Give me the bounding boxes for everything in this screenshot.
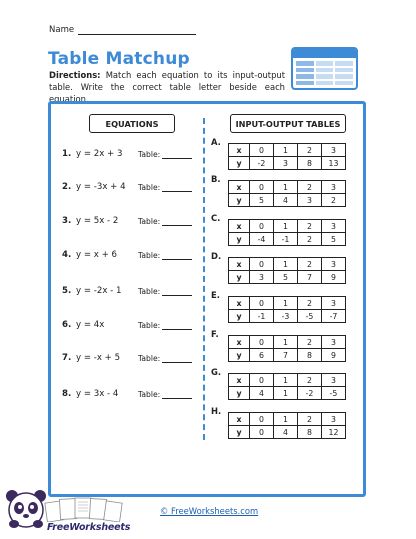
x-cell: 2 <box>298 374 322 387</box>
equation-row <box>62 181 192 193</box>
x-cell: 1 <box>274 258 298 271</box>
table-letter: A. <box>211 137 221 147</box>
x-cell: 2 <box>298 220 322 233</box>
io-table <box>228 219 346 246</box>
x-cell: 0 <box>250 220 274 233</box>
equation-number: 6. <box>62 320 72 330</box>
y-cell: 5 <box>322 233 346 246</box>
io-table <box>228 335 346 362</box>
name-label: Name <box>49 25 75 35</box>
equation-number: 1. <box>62 149 72 159</box>
equation-expression: y = 5x - 2 <box>76 216 119 226</box>
page-title: Table Matchup <box>48 49 190 69</box>
y-cell: 4 <box>274 426 298 439</box>
y-header: y <box>229 349 250 362</box>
y-cell: 3 <box>298 194 322 207</box>
copyright-link[interactable]: © FreeWorksheets.com <box>160 506 259 516</box>
table-answer-blank[interactable] <box>162 150 192 159</box>
x-header: x <box>229 144 250 157</box>
y-cell: 5 <box>250 194 274 207</box>
y-cell: 8 <box>298 349 322 362</box>
x-cell: 3 <box>322 258 346 271</box>
table-letter: D. <box>211 251 222 261</box>
y-header: y <box>229 157 250 170</box>
x-cell: 3 <box>322 413 346 426</box>
table-answer-label: Table: <box>138 286 161 296</box>
io-table <box>228 180 346 207</box>
x-cell: 1 <box>274 336 298 349</box>
y-cell: 7 <box>274 349 298 362</box>
equation-row <box>62 319 192 331</box>
table-letter: C. <box>211 213 221 223</box>
panda-logo-icon <box>3 486 49 532</box>
table-answer-blank[interactable] <box>162 287 192 296</box>
table-answer-label: Table: <box>138 216 161 226</box>
name-field <box>49 25 196 35</box>
x-cell: 3 <box>322 220 346 233</box>
x-cell: 1 <box>274 413 298 426</box>
y-cell: 6 <box>250 349 274 362</box>
y-header: y <box>229 233 250 246</box>
directions-label: Directions: <box>49 70 101 80</box>
y-cell: 2 <box>322 194 346 207</box>
table-answer-blank[interactable] <box>162 354 192 363</box>
table-answer-blank[interactable] <box>162 390 192 399</box>
table-answer-blank[interactable] <box>162 183 192 192</box>
equation-expression: y = -x + 5 <box>76 353 121 363</box>
equation-number: 5. <box>62 286 72 296</box>
equation-expression: y = 3x - 4 <box>76 389 119 399</box>
x-header: x <box>229 181 250 194</box>
y-row <box>229 387 346 400</box>
x-cell: 1 <box>274 220 298 233</box>
y-header: y <box>229 387 250 400</box>
y-cell: 5 <box>274 271 298 284</box>
equation-number: 7. <box>62 353 72 363</box>
y-cell: -1 <box>250 310 274 323</box>
y-cell: -1 <box>274 233 298 246</box>
x-row <box>229 144 346 157</box>
equation-row <box>62 215 192 227</box>
x-cell: 2 <box>298 258 322 271</box>
y-cell: -3 <box>274 310 298 323</box>
io-table <box>228 296 346 323</box>
table-letter: F. <box>211 329 219 339</box>
x-header: x <box>229 374 250 387</box>
table-answer-label: Table: <box>138 250 161 260</box>
x-header: x <box>229 258 250 271</box>
x-cell: 0 <box>250 297 274 310</box>
y-cell: -2 <box>298 387 322 400</box>
x-cell: 2 <box>298 413 322 426</box>
x-cell: 2 <box>298 336 322 349</box>
y-row <box>229 349 346 362</box>
table-letter: B. <box>211 174 221 184</box>
table-answer-blank[interactable] <box>162 321 192 330</box>
x-header: x <box>229 413 250 426</box>
x-cell: 0 <box>250 144 274 157</box>
x-cell: 0 <box>250 181 274 194</box>
table-answer-blank[interactable] <box>162 251 192 260</box>
equation-row <box>62 388 192 400</box>
y-cell: 8 <box>298 157 322 170</box>
y-header: y <box>229 271 250 284</box>
x-cell: 3 <box>322 374 346 387</box>
worksheets-logo-icon <box>44 496 126 522</box>
equation-row <box>62 352 192 364</box>
y-header: y <box>229 310 250 323</box>
y-row <box>229 157 346 170</box>
y-cell: -2 <box>250 157 274 170</box>
table-answer-label: Table: <box>138 389 161 399</box>
x-cell: 0 <box>250 258 274 271</box>
x-row <box>229 413 346 426</box>
y-row <box>229 426 346 439</box>
x-header: x <box>229 297 250 310</box>
x-cell: 2 <box>298 181 322 194</box>
y-row <box>229 271 346 284</box>
name-line[interactable] <box>78 26 196 35</box>
y-row <box>229 310 346 323</box>
tables-header: INPUT-OUTPUT TABLES <box>230 114 346 133</box>
equation-expression: y = -2x - 1 <box>76 286 122 296</box>
table-answer-label: Table: <box>138 320 161 330</box>
equation-expression: y = -3x + 4 <box>76 182 126 192</box>
x-cell: 1 <box>274 374 298 387</box>
directions <box>49 69 285 105</box>
x-row <box>229 336 346 349</box>
x-cell: 3 <box>322 144 346 157</box>
y-cell: -5 <box>322 387 346 400</box>
table-answer-label: Table: <box>138 353 161 363</box>
equation-number: 3. <box>62 216 72 226</box>
y-cell: 13 <box>322 157 346 170</box>
x-cell: 0 <box>250 374 274 387</box>
y-cell: 9 <box>322 271 346 284</box>
y-cell: -4 <box>250 233 274 246</box>
x-cell: 2 <box>298 297 322 310</box>
equation-expression: y = 2x + 3 <box>76 149 123 159</box>
x-cell: 0 <box>250 413 274 426</box>
x-cell: 2 <box>298 144 322 157</box>
equation-expression: y = 4x <box>76 320 105 330</box>
column-divider <box>203 118 205 440</box>
table-letter: E. <box>211 290 220 300</box>
table-answer-label: Table: <box>138 149 161 159</box>
x-cell: 3 <box>322 336 346 349</box>
y-row <box>229 194 346 207</box>
y-cell: 7 <box>298 271 322 284</box>
x-cell: 3 <box>322 297 346 310</box>
table-letter: G. <box>211 367 222 377</box>
y-header: y <box>229 194 250 207</box>
equation-number: 2. <box>62 182 72 192</box>
y-cell: 2 <box>298 233 322 246</box>
x-header: x <box>229 336 250 349</box>
y-cell: -5 <box>298 310 322 323</box>
y-cell: 4 <box>274 194 298 207</box>
y-cell: 8 <box>298 426 322 439</box>
x-cell: 0 <box>250 336 274 349</box>
table-letter: H. <box>211 406 222 416</box>
io-table <box>228 143 346 170</box>
x-row <box>229 374 346 387</box>
y-cell: -7 <box>322 310 346 323</box>
equation-number: 4. <box>62 250 72 260</box>
io-table <box>228 412 346 439</box>
y-cell: 3 <box>274 157 298 170</box>
y-header: y <box>229 426 250 439</box>
y-cell: 9 <box>322 349 346 362</box>
y-cell: 12 <box>322 426 346 439</box>
table-answer-label: Table: <box>138 182 161 192</box>
x-cell: 1 <box>274 181 298 194</box>
table-icon <box>291 47 358 90</box>
y-cell: 1 <box>274 387 298 400</box>
x-row <box>229 258 346 271</box>
equation-expression: y = x + 6 <box>76 250 117 260</box>
x-cell: 3 <box>322 181 346 194</box>
equation-number: 8. <box>62 389 72 399</box>
logo-text: FreeWorksheets <box>47 522 131 533</box>
equations-header: EQUATIONS <box>89 114 175 133</box>
x-row <box>229 181 346 194</box>
x-cell: 1 <box>274 144 298 157</box>
y-cell: 4 <box>250 387 274 400</box>
y-cell: 3 <box>250 271 274 284</box>
equation-row <box>62 285 192 297</box>
io-table <box>228 373 346 400</box>
io-table <box>228 257 346 284</box>
y-row <box>229 233 346 246</box>
directions-text: Match each equation to its input-output table. Write the correct table letter beside each equation. <box>49 70 285 104</box>
equation-row <box>62 249 192 261</box>
y-cell: 0 <box>250 426 274 439</box>
x-cell: 1 <box>274 297 298 310</box>
x-header: x <box>229 220 250 233</box>
x-row <box>229 220 346 233</box>
table-answer-blank[interactable] <box>162 217 192 226</box>
equation-row <box>62 148 192 160</box>
x-row <box>229 297 346 310</box>
